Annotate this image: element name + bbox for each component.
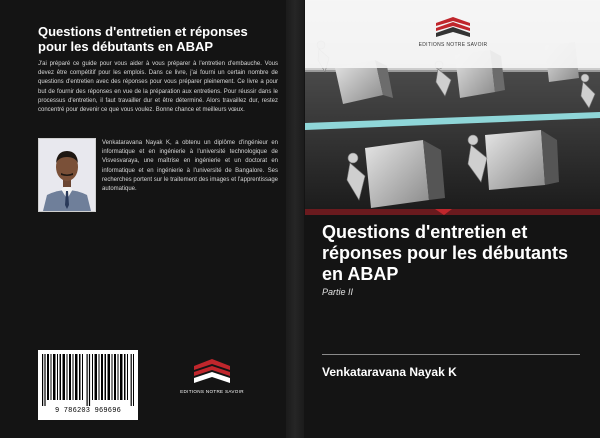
publisher-logo-icon [190,356,234,386]
author-bio: Venkataravana Nayak K, a obtenu un diplôme d'ingénieur en informatique et en ingénierie à l'université technologique de Visvesvaraya, une maîtrise en ingénierie et un doctorat en informatique et en ingénierie à l'université de Bangalore. Ses recherches portent sur le traitement des images et l'apprentissage automatique. [102,140,278,193]
book-spine [286,0,304,438]
author-photo [38,138,96,212]
publisher-logo-icon [433,14,473,40]
divider [322,354,580,355]
back-publisher-name: EDITIONS NOTRE SAVOIR [180,389,244,394]
book-subtitle: Partie II [322,287,354,297]
back-cover-blurb: J'ai préparé ce guide pour vous aider à vous préparer à l'entretien d'embauche. Vous devez être compétitif pour les emplois. Dans ce livre, j'ai fourni un certain nombre de questions d'entretien avec des réponses pour vous préparer pleinement. Ce livre a pour but de fournir des réponses en vue de la préparation aux entretiens. Pour réussir dans le processus d'entretien, il faut travailler dur et être déterminé. Alors travaillez dur, restez concentré pour devenir ce que vous voulez. Bonne chance et meilleurs vœux. [38,61,278,114]
book-title: Questions d'entretien et réponses pour les débutants en ABAP [322,222,569,284]
author-name: Venkataravana Nayak K [322,365,457,379]
front-publisher-name: EDITIONS NOTRE SAVOIR [418,42,488,48]
barcode [38,350,138,420]
back-cover-title: Questions d'entretien et réponses pour les débutants en ABAP [38,24,248,54]
barcode-number: 9 786203 969696 [54,407,121,415]
